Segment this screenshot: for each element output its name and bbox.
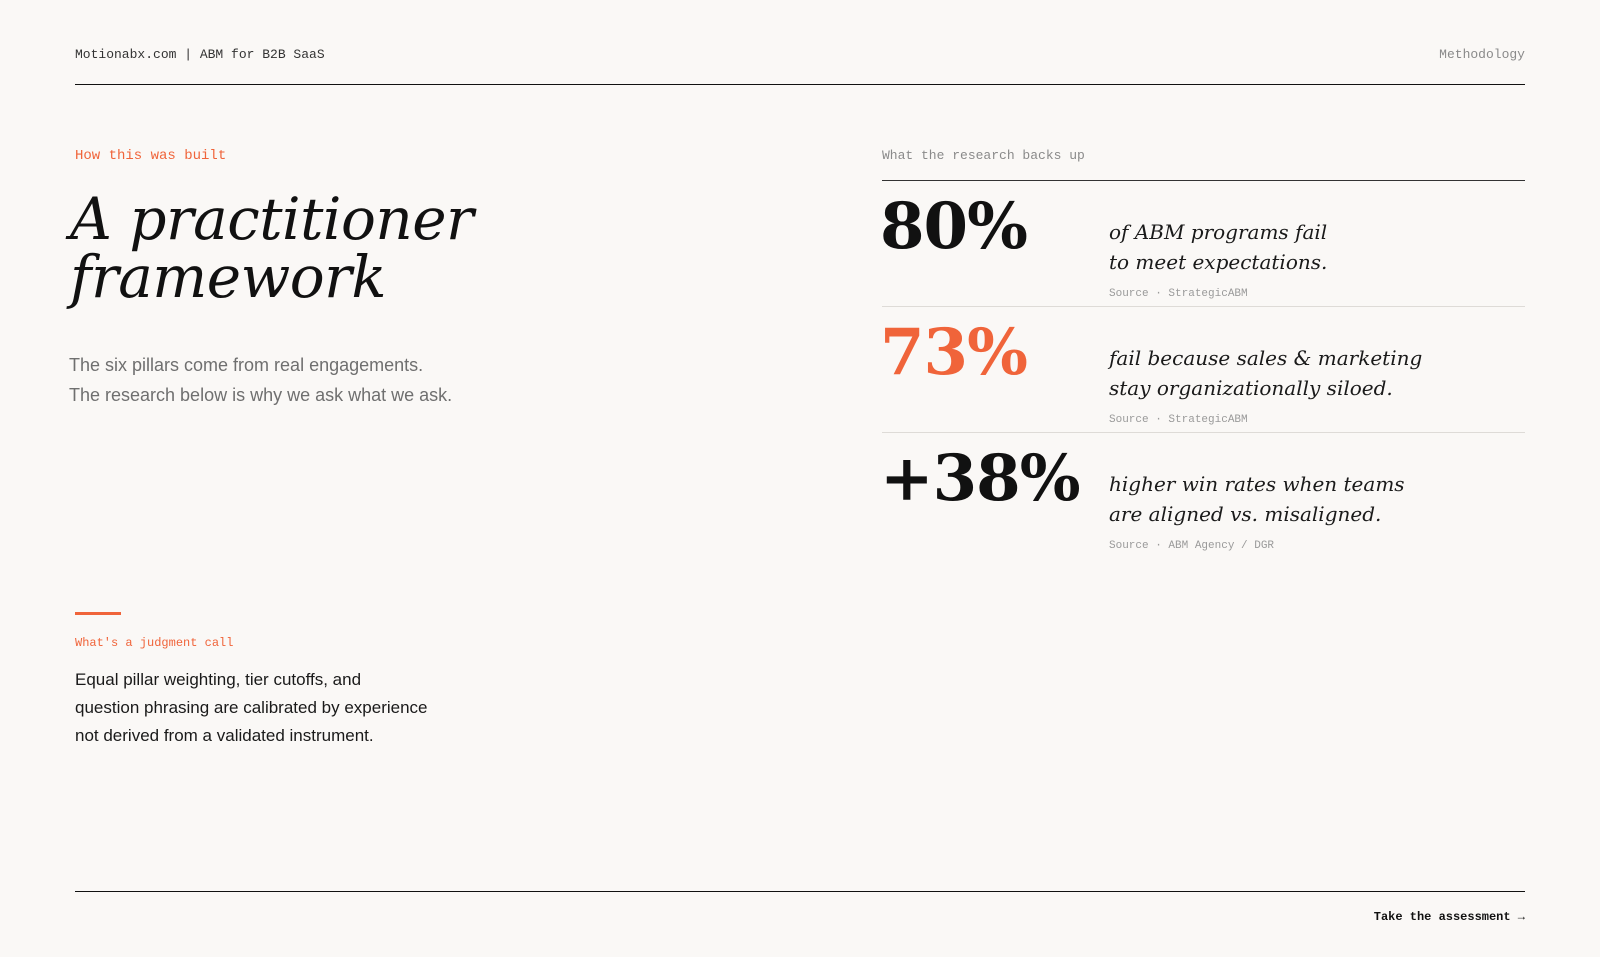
stat-description-line-2: are aligned vs. misaligned. — [1109, 502, 1382, 526]
stat-row — [882, 433, 1525, 559]
page-title — [70, 185, 474, 311]
stat-description — [1109, 217, 1469, 277]
stat-row — [882, 181, 1525, 307]
research-eyebrow: What the research backs up — [882, 148, 1085, 163]
stat-description-line-1: of ABM programs fail — [1109, 220, 1328, 244]
stat-description — [1109, 469, 1469, 529]
left-eyebrow: How this was built — [75, 148, 227, 164]
stat-description-line-2: stay organizationally siloed. — [1109, 376, 1393, 400]
judgment-paragraph — [75, 666, 495, 750]
bottom-divider — [75, 891, 1525, 892]
stat-description-line-1: higher win rates when teams — [1109, 472, 1405, 496]
judgment-line-1: Equal pillar weighting, tier cutoffs, and — [75, 670, 362, 689]
section-label: Methodology — [1439, 47, 1525, 62]
judgment-eyebrow: What's a judgment call — [75, 636, 234, 650]
stat-description — [1109, 343, 1469, 403]
intro-line-1: The six pillars come from real engagements. — [69, 355, 424, 375]
stat-value: 80% — [880, 189, 1027, 264]
judgment-line-2: question phrasing are calibrated by experience — [75, 698, 428, 717]
intro-line-2: The research below is why we ask what we ask. — [69, 385, 453, 405]
take-assessment-link[interactable]: Take the assessment → — [1373, 910, 1525, 924]
page-title-line-2: framework — [70, 243, 387, 311]
accent-divider — [75, 612, 121, 615]
page-title-line-1: A practitioner — [70, 185, 474, 253]
intro-paragraph — [69, 350, 529, 410]
site-label: Motionabx.com | ABM for B2B SaaS — [75, 47, 325, 62]
stat-row — [882, 307, 1525, 433]
stat-value: +38% — [880, 441, 1080, 516]
stat-description-line-1: fail because sales & marketing — [1109, 346, 1423, 370]
stat-source: Source · StrategicABM — [1109, 288, 1248, 300]
stat-source: Source · StrategicABM — [1109, 414, 1248, 426]
judgment-line-3: not derived from a validated instrument. — [75, 726, 374, 745]
stat-source: Source · ABM Agency / DGR — [1109, 540, 1275, 552]
top-bar — [75, 47, 1525, 62]
stat-description-line-2: to meet expectations. — [1109, 250, 1328, 274]
top-divider — [75, 84, 1525, 85]
stats-list — [882, 181, 1525, 559]
stat-value: 73% — [880, 315, 1027, 390]
